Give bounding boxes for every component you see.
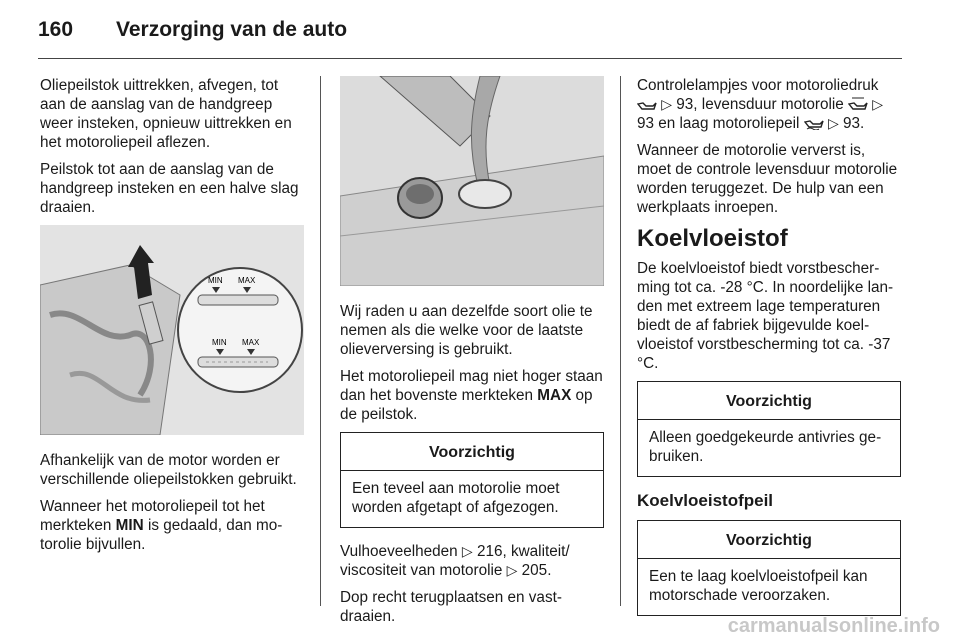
min-mark-text: MIN [115,517,144,534]
paragraph-max-level: Het motoroliepeil mag niet hoger staan dan het bovenste merkteken MAX op de peilstok. [340,368,603,423]
paragraph-dipstick-variants: Afhankelijk van de motor worden er verschillende oliepeilstokken gebruikt. [40,452,297,488]
paragraph-warning-lights: Controlelampjes voor motoroliedruk ▷ 93, levensduur motorolie ▷ 93 en laag motoroliepeil ▷ 93. [637,77,884,132]
page-ref-arrow-icon: ▷ [661,96,673,112]
max-mark-text: MAX [537,387,572,404]
label-max-2: MAX [242,338,260,347]
paragraph-oil-advice: Wij raden u aan dezelfde soort olie te nemen als die welke voor de laatste olieverversing is gebruikt. [340,303,593,358]
caution-title: Voorzichtig [726,532,812,549]
page-ref-arrow-icon: ▷ [872,96,884,112]
caution-body: Een te laag koelvloeistofpeil kan motorschade veroorzaken. [649,568,868,604]
caution-box-coolant-level [637,520,901,616]
column-divider-2 [620,76,621,606]
watermark: carmanualsonline.info [727,615,940,637]
low-oil-level-icon [804,116,824,130]
paragraph-coolant-info: De koelvloeistof biedt vorstbescherming tot ca. -28 °C. In noordelijke landen met extreem lage temperaturen biedt de af fabriek bijgevulde koelvloeistof vorstbescherming tot ca. -37 °C. [637,260,894,372]
label-min-2: MIN [212,338,227,347]
page-ref-arrow-icon: ▷ [506,562,518,578]
oil-pressure-icon [637,99,657,111]
column-left [40,76,304,562]
caution-body: Alleen goedgekeurde antivries gebruiken. [649,429,882,465]
page-ref-oil-life[interactable]: 93 [637,115,655,132]
paragraph-dipstick-insert: Peilstok tot aan de aanslag van de handgreep insteken en een halve slag draaien. [40,161,299,216]
dipstick-illustration [40,225,304,435]
label-max-1: MAX [238,276,256,285]
page-ref-arrow-icon: ▷ [461,543,473,559]
section-title-coolant: Koelvloeistof [637,225,788,252]
page-title: Verzorging van de auto [116,18,348,41]
paragraph-dipstick-check: Oliepeilstok uittrekken, afvegen, tot aan de aanslag van de handgreep weer insteken, opnieuw uittrekken en het motoroliepeil aflezen. [40,77,292,151]
label-min-1: MIN [208,276,223,285]
column-divider-1 [320,76,321,606]
paragraph-cap: Dop recht terugplaatsen en vastdraaien. [340,589,562,625]
page-ref-arrow-icon: ▷ [827,115,839,131]
oil-life-icon [848,97,868,111]
caution-title: Voorzichtig [429,444,515,461]
paragraph-top-up: Wanneer het motoroliepeil tot het merkteken MIN is gedaald, dan motorolie bijvullen. [40,498,283,553]
page-ref-viscosity[interactable]: 205 [521,562,548,579]
page-number: 160 [38,18,74,41]
caution-title: Voorzichtig [726,393,812,410]
column-right [637,76,901,630]
caution-box-antifreeze [637,381,901,477]
caution-body: Een teveel aan motorolie moet worden afgetapt of afgezogen. [352,480,560,516]
page-header [38,18,347,42]
page-ref-low-oil[interactable]: 93 [842,115,860,132]
subsection-title-coolant-level: Koelvloeistofpeil [637,491,774,510]
caution-box-overfill [340,432,604,528]
column-middle [340,76,604,634]
page-ref-oil-pressure[interactable]: 93 [676,96,694,113]
page-ref-capacities[interactable]: 216 [476,543,503,560]
oil-filling-illustration [340,76,604,286]
paragraph-capacities: Vulhoeveelheden ▷ 216, kwaliteit/ viscositeit van motorolie ▷ 205. [340,543,570,579]
header-rule [38,58,902,59]
paragraph-oil-life-reset: Wanneer de motorolie ververst is, moet de controle levensduur motorolie worden teruggezet. De hulp van een werkplaats inroepen. [637,142,898,216]
